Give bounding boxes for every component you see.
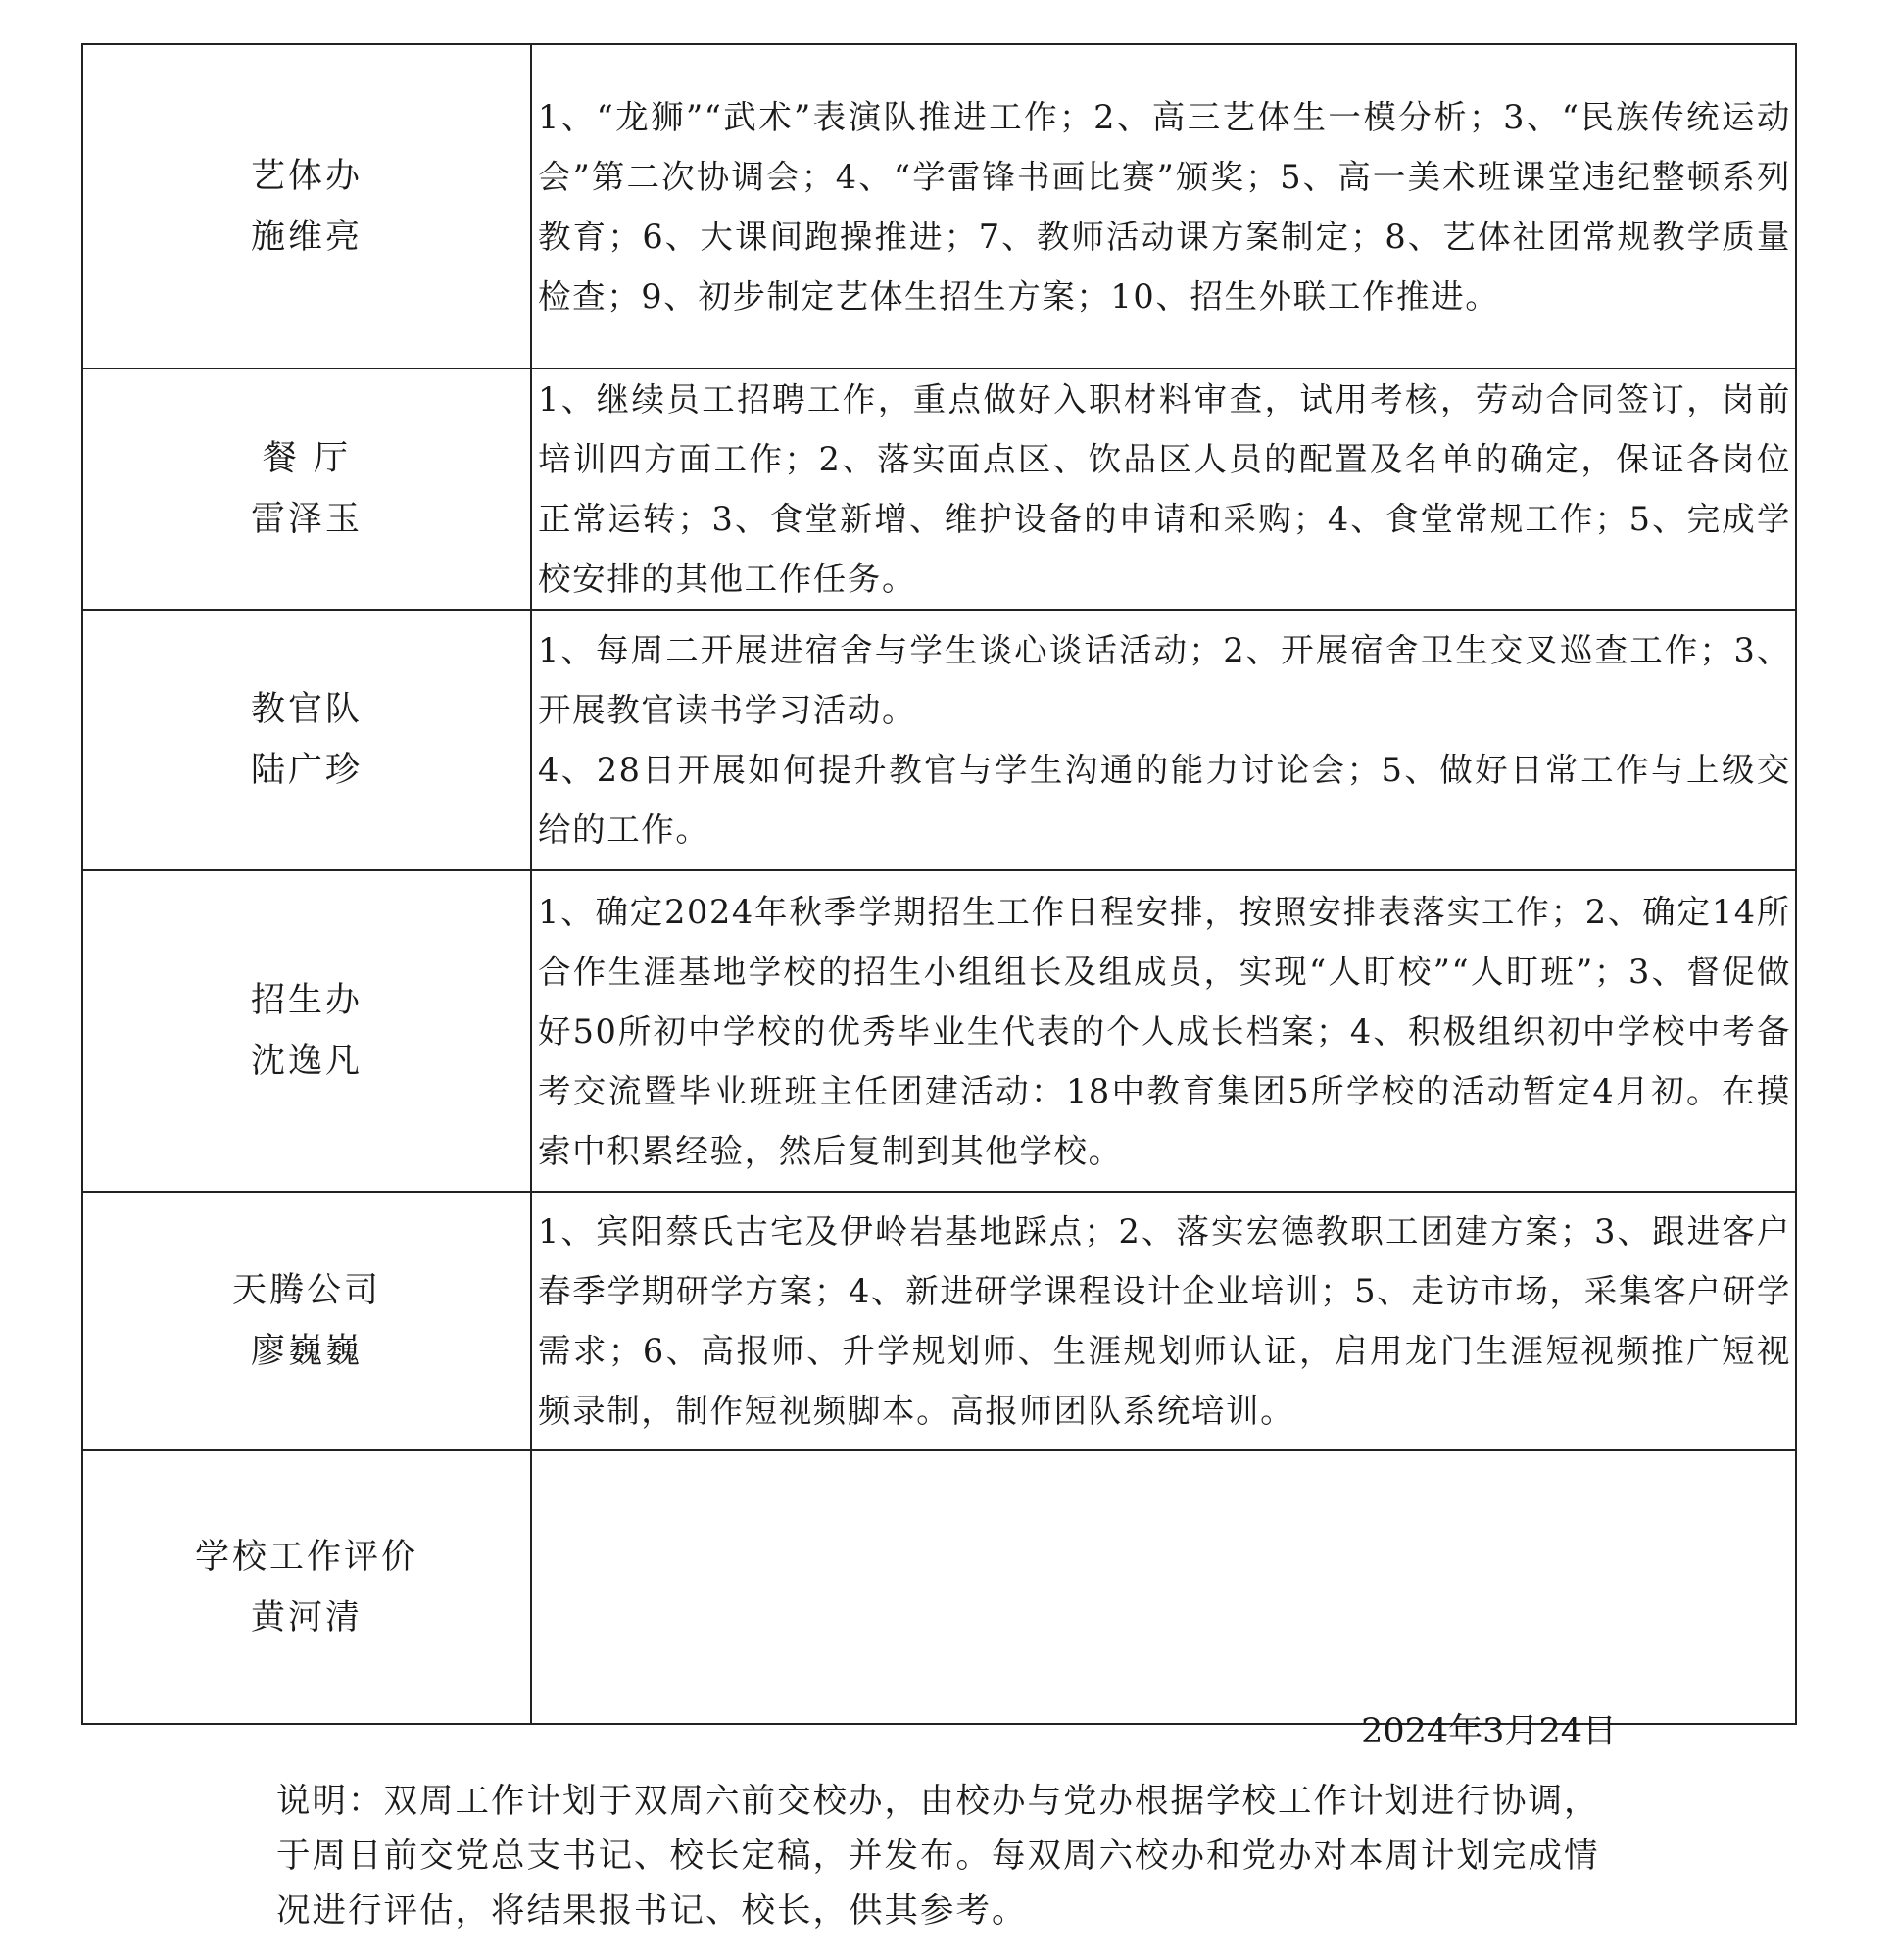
work-content-cell — [531, 368, 1796, 610]
department-name: 教官队 — [250, 690, 363, 729]
department-name: 学校工作评价 — [194, 1537, 418, 1577]
table-row-canteen — [82, 368, 1796, 610]
note-text: 说明：双周工作计划于双周六前交校办，由校办与党办根据学校工作计划进行协调，于周日前交党总支书记、校长定稿，并发布。每双周六校办和党办对本周计划完成情况进行评估，将结果报书记、校长，供其参考。 — [276, 1782, 1600, 1931]
explanatory-note — [276, 1774, 1609, 1938]
person-name: 黄河清 — [250, 1597, 363, 1638]
department-name: 艺体办 — [250, 156, 363, 196]
work-content-text: 1、确定2024年秋季学期招生工作日程安排，按照安排表落实工作；2、确定14所合作生涯基地学校的招生小组组长及组成员，实现“人盯校”“人盯班”；3、督促做好50所初中学校的优秀毕业生代表的个人成长档案；4、积极组织初中学校中考备考交流暨毕业班班主任团建活动：18中教育集团5所学校的活动暂定4月初。在摸索中积累经验，然后复制到其他学校。 — [538, 892, 1791, 1170]
department-cell — [82, 1450, 531, 1724]
department-cell — [82, 44, 531, 368]
person-name: 廖巍巍 — [250, 1332, 363, 1371]
work-plan-table — [81, 43, 1797, 1725]
table-row-arts-sports — [82, 44, 1796, 368]
department-name: 天腾公司 — [231, 1271, 381, 1310]
table-row-tianteng-company — [82, 1192, 1796, 1450]
work-content-text: 1、“龙狮”“武术”表演队推进工作；2、高三艺体生一模分析；3、“民族传统运动会”第二次协调会；4、“学雷锋书画比赛”颁奖；5、高一美术班课堂违纪整顿系列教育；6、大课间跑操推进；7、教师活动课方案制定；8、艺体社团常规教学质量检查；9、初步制定艺体生招生方案；10、招生外联工作推进。 — [538, 97, 1791, 316]
department-cell — [82, 1192, 531, 1450]
person-name: 施维亮 — [250, 217, 363, 257]
department-cell — [82, 368, 531, 610]
table-row-school-evaluation — [82, 1450, 1796, 1724]
work-content-text: 1、宾阳蔡氏古宅及伊岭岩基地踩点；2、落实宏德教职工团建方案；3、跟进客户春季学期研学方案；4、新进研学课程设计企业培训；5、走访市场，采集客户研学需求；6、高报师、升学规划师、生涯规划师认证，启用龙门生涯短视频推广短视频录制，制作短视频脚本。高报师团队系统培训。 — [538, 1212, 1791, 1430]
person-name: 陆广珍 — [250, 751, 363, 790]
person-name: 雷泽玉 — [250, 500, 363, 539]
work-content-cell — [531, 44, 1796, 368]
department-cell — [82, 610, 531, 870]
work-content-cell — [531, 610, 1796, 870]
table-row-admissions — [82, 870, 1796, 1192]
work-content-text: 4、28日开展如何提升教官与学生沟通的能力讨论会；5、做好日常工作与上级交给的工作。 — [538, 751, 1791, 849]
person-name: 沈逸凡 — [250, 1042, 363, 1081]
document-date: 2024年3月24日 — [1361, 1712, 1617, 1751]
department-name: 餐 厅 — [262, 439, 352, 478]
table-row-instructor-team — [82, 610, 1796, 870]
work-content-text: 1、每周二开展进宿舍与学生谈心谈话活动；2、开展宿舍卫生交叉巡查工作；3、开展教官读书学习活动。 — [538, 631, 1791, 729]
department-cell — [82, 870, 531, 1192]
evaluation-content-cell — [531, 1450, 1796, 1724]
work-content-cell — [531, 1192, 1796, 1450]
work-content-cell — [531, 870, 1796, 1192]
work-content-text: 1、继续员工招聘工作，重点做好入职材料审查，试用考核，劳动合同签订，岗前培训四方面工作；2、落实面点区、饮品区人员的配置及名单的确定，保证各岗位正常运转；3、食堂新增、维护设备的申请和采购；4、食堂常规工作；5、完成学校安排的其他工作任务。 — [538, 380, 1791, 598]
department-name: 招生办 — [250, 981, 363, 1020]
